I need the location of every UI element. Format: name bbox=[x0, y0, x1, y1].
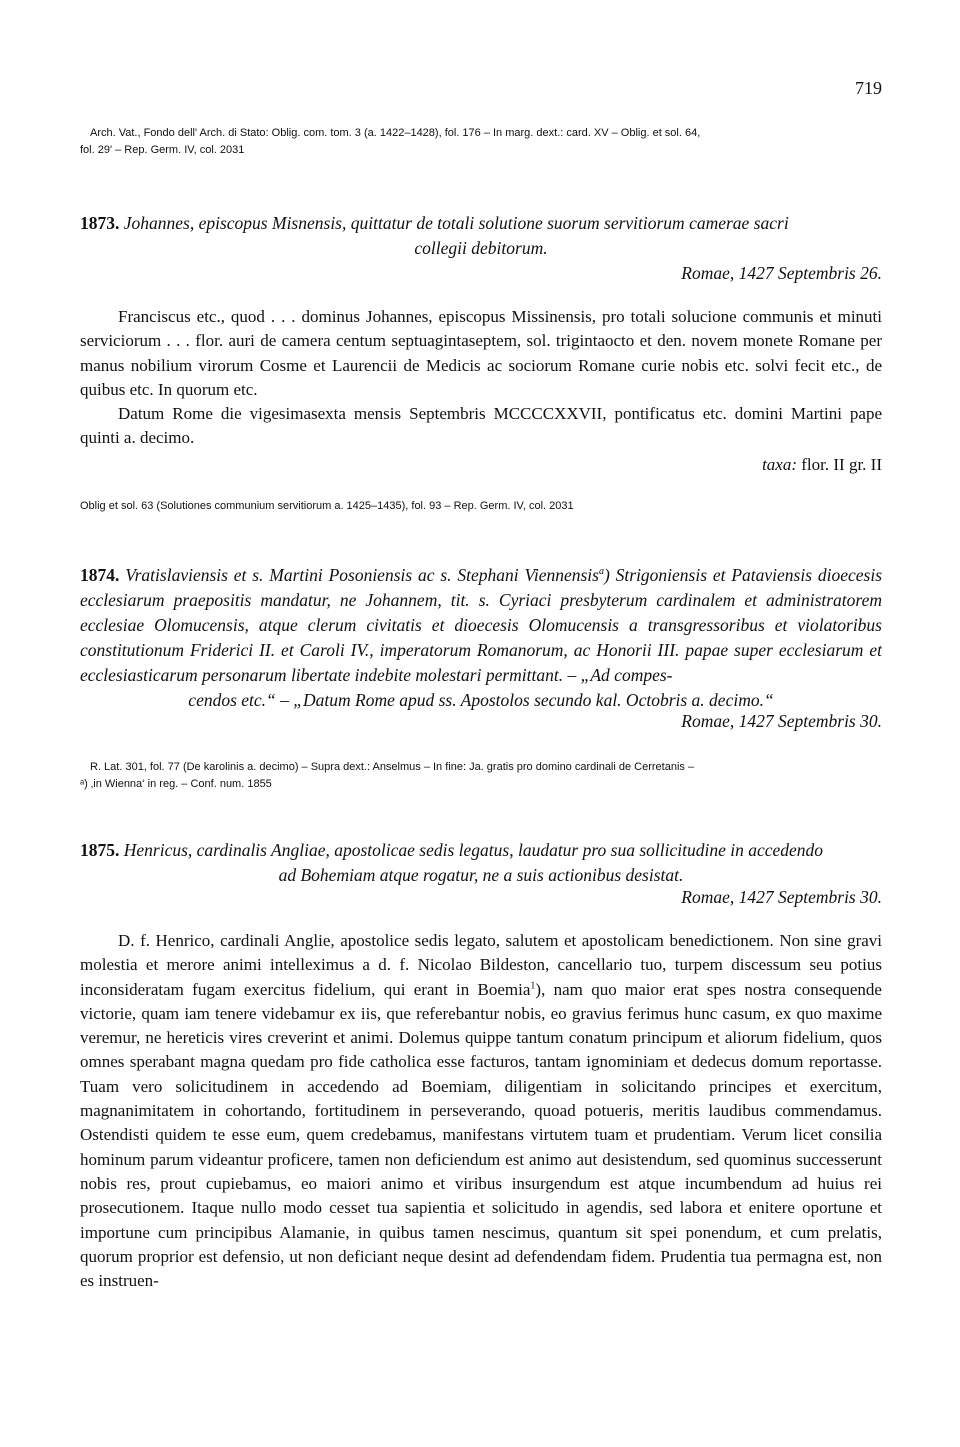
source-line: ᵃ) ‚in Wienna‘ in reg. – Conf. num. 1855 bbox=[80, 778, 272, 790]
taxa-value: flor. II gr. II bbox=[801, 455, 882, 474]
entry-1873-source bbox=[80, 498, 882, 515]
source-line: Oblig et sol. 63 (Solutiones communium servitiorum a. 1425–1435), fol. 93 – Rep. Germ. IV, col. 2031 bbox=[80, 500, 574, 512]
entry-title-text: collegii debitorum. bbox=[414, 238, 548, 258]
entry-1875-body bbox=[80, 929, 882, 1293]
entry-title-text: Johannes, episcopus Misnensis, quittatur de totali solutione suorum servitiorum camerae sacri bbox=[123, 213, 789, 233]
source-line: fol. 29' – Rep. Germ. IV, col. 2031 bbox=[80, 144, 245, 156]
entry-1874-title bbox=[80, 563, 882, 713]
source-line: R. Lat. 301, fol. 77 (De karolinis a. decimo) – Supra dext.: Anselmus – In fine: Ja. gratis pro domino cardinali de Cerretanis – bbox=[90, 761, 695, 773]
paragraph: Datum Rome die vigesimasexta mensis Septembris MCCCCXXVII, pontificatus etc. domini Martini pape quinti a. decimo. bbox=[80, 404, 882, 448]
footnote-marker: 1 bbox=[530, 979, 536, 991]
paragraph-text: D. f. Henrico, cardinali Anglie, apostolice sedis legato, salutem et apostolicam benedictionem. Non sine gravi molestia et merore animi intelleximus a d. f. Nicolao Bildeston, cancellario tuo, turpem discessum seu potius inconsideratam fugam exercitus fidelium, qui erant in Boemia bbox=[80, 931, 882, 999]
source-line: Arch. Vat., Fondo dell' Arch. di Stato: Oblig. com. tom. 3 (a. 1422–1428), fol. 176 – In marg. dext.: card. XV – Oblig. et sol. 64, bbox=[90, 127, 701, 139]
document-page bbox=[80, 0, 882, 1447]
entry-1875-dateline: Romae, 1427 Septembris 30. bbox=[681, 887, 882, 907]
entry-title-text: cendos etc.“ – „Datum Rome apud ss. Apostolos secundo kal. Octobris a. decimo.“ bbox=[188, 690, 774, 710]
entry-1873-title bbox=[80, 211, 882, 261]
entry-title-text: ) Strigoniensis et Pataviensis dioecesis ecclesiarum praepositis mandatur, ne Johannem, tit. s. Cyriaci presbyterum cardinalem et administratorem ecclesiae Olomucensis, atque clerum civitatis et dioecesis Olomucensis a transgressoribus et violatoribus constitutionum Friderici II. et Caroli IV., imperatorum Romanorum, ac Honorii III. papae super ecclesiarum et ecclesiasticarum personarum libertate indebite molestari permittant. – „Ad compes- bbox=[80, 565, 883, 685]
footnote-marker: a bbox=[598, 566, 604, 578]
entry-1873-dateline: Romae, 1427 Septembris 26. bbox=[681, 263, 882, 283]
entry-1874-dateline: Romae, 1427 Septembris 30. bbox=[681, 711, 882, 731]
taxa-label: taxa: bbox=[762, 455, 798, 474]
entry-1875-title bbox=[80, 838, 882, 888]
entry-1873-body bbox=[80, 305, 882, 451]
entry-title-text: Henricus, cardinalis Angliae, apostolicae sedis legatus, laudatur pro sua sollicitudine in accedendo bbox=[123, 840, 824, 860]
page-number: 719 bbox=[855, 78, 882, 98]
paragraph-text: ), nam quo maior erat spes nostra consequende victorie, quam iam tenere videbamur ex iis, que referebantur nobis, eo gravius ferimus hunc casum, ex quo maxime veremur, ne hereticis vires creverint et animi. Dolemus quippe tantum conatum principum et aliorum fidelium, quos omnes sperabant magna quedam pro fide catholica esse facturos, tantam ignominiam et dedecus domum reportasse. Tuam vero solicitudinem in accedendo ad Boemiam, diligentiam in solicitando principes et exercitum, magnanimitatem in cohortando, fortitudinem in perseverando, quoad potueris, meritis laudibus commendamus. Ostendisti quidem te esse eum, quem credebamus, manifestans virtutem tuam et prudentiam. Verum licet consilia hominum parum videantur proficere, tamen non deficiendum est animo aut desistendum, sed quominus successerunt nobis res, prout cupiebamus, eo maiori animo et viribus insurgendum est atque incumbendum ad huius rei prosecutionem. Itaque nullo modo cesset tua sapientia et solicitudo in agendis, sed labora et enitere oportune et importune cum principibus Alamanie, in quibus tamen nescimus, quantum sit spei ponendum, et cum prelatis, quorum proprior est defensio, ut non deficiant neque desint ad defendendam fidem. Prudentia tua permagna est, non es instruen- bbox=[80, 979, 882, 1291]
source-note-top bbox=[80, 125, 882, 159]
entry-title-text: Vratislaviensis et s. Martini Posoniensis ac s. Stephani Viennensis bbox=[125, 565, 599, 585]
entry-1873-taxa bbox=[762, 455, 882, 475]
entry-title-text: ad Bohemiam atque rogatur, ne a suis actionibus desistat. bbox=[278, 865, 684, 885]
entry-number: 1875. bbox=[80, 840, 120, 860]
entry-number: 1874. bbox=[80, 565, 120, 585]
entry-1874-source bbox=[80, 759, 882, 793]
paragraph bbox=[80, 929, 882, 1293]
paragraph: Franciscus etc., quod . . . dominus Johannes, episcopus Missinensis, pro totali solucione communis et minuti serviciorum . . . flor. auri de camera centum septuagintaseptem, sol. trigintaocto et den. novem monete Romane per manus nobilium virorum Cosme et Laurencii de Medicis ac sociorum Romane curie nobis etc. solvi fecit etc., de quibus etc. In quorum etc. bbox=[80, 307, 882, 399]
entry-number: 1873. bbox=[80, 213, 120, 233]
